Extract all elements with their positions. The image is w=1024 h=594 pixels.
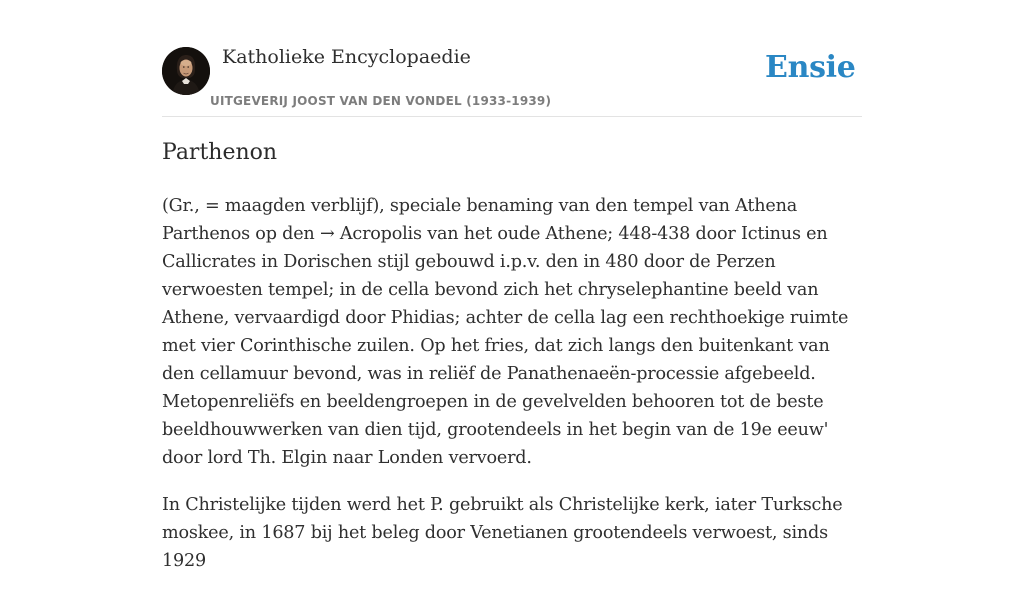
article-paragraph [162, 192, 862, 472]
arrow-right-icon: → [319, 224, 335, 244]
site-title[interactable]: Katholieke Encyclopaedie [222, 46, 471, 68]
article-paragraph: In Christelijke tijden werd het P. gebruikt als Christelijke kerk, iater Turksche moskee, in 1687 bij het beleg door Venetianen grootendeels verwoest, sinds 1929 [162, 495, 843, 571]
cross-reference-label: Acropolis [339, 224, 422, 244]
publisher-subtitle: UITGEVERIJ JOOST VAN DEN VONDEL (1933-1939) [210, 94, 552, 108]
article-body [162, 192, 862, 594]
paragraph-text: van het oude Athene; 448-438 door Ictinus en Callicrates in Dorischen stijl gebouwd i.p.v. den in 480 door de Perzen verwoesten tempel; in de cella bevond zich het chryselephantine beeld van Athene, vervaardigd door Phidias; achter de cella lag een rechthoekige ruimte met vier Corinthische zuilen. Op het fries, dat zich langs den buitenkant van den cellamuur bevond, was in reliëf de Panathenaeën-processie afgebeeld. Metopenreliëfs en beeldengroepen in de gevelvelden behooren tot de beste beeldhouwwerken van dien tijd, grootendeels in het begin van de 19e eeuw' door lord Th. Elgin naar Londen vervoerd. [162, 224, 849, 468]
page [162, 0, 862, 571]
ensie-logo-link[interactable]: Ensie [765, 50, 856, 85]
site-header [162, 0, 862, 117]
portrait-image-icon [162, 47, 210, 95]
cross-reference-link[interactable] [320, 224, 422, 244]
article-title: Parthenon [162, 140, 278, 165]
paragraph-text: (Gr., = maagden verblijf), speciale benaming van den tempel van Athena Parthenos op den [162, 196, 798, 244]
author-portrait-avatar[interactable] [162, 47, 210, 95]
